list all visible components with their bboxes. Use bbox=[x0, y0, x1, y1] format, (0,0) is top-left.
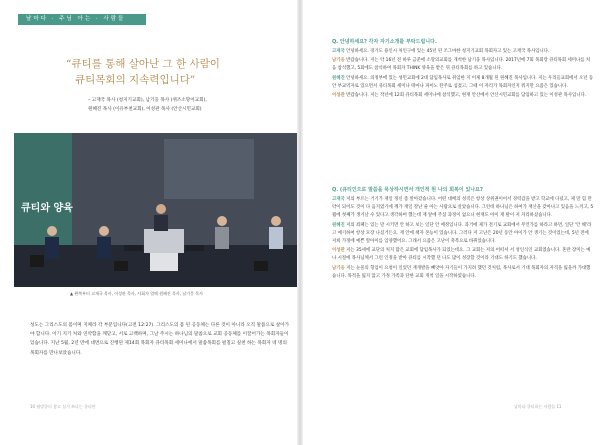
answer-speaker: 고재국 bbox=[332, 49, 345, 54]
answer-1-2 bbox=[332, 57, 594, 73]
question-2: Q. (큐티인으로 말씀을 묵상하시면서 개인적 원 나의 회복이 있나요? bbox=[332, 187, 483, 193]
answer-text: 반갑습니다. 저는 약 16년 전 하루 금준에 소망의교회를 개척한 남기웅 목사입니다. 2017년에 7회 목회랑 큐티목회 세미나를 처음 참석했고, 5회에도 참석하여 목회자 THINK 양육을 받은 뒤 큐티목회를 하고 있습니다. bbox=[332, 58, 591, 72]
pastor-list bbox=[88, 97, 288, 114]
photo-caption: ▲ 왼쪽부터 고재국 목사, 이성관 목사, 사회자 엄에 원혜진 목사, 남기웅 목사 bbox=[70, 291, 203, 296]
photo-banner-text: 큐티와 양육 bbox=[21, 203, 73, 214]
quote-line-1: “큐티를 통해 살아난 그 한 사람이 bbox=[66, 58, 220, 70]
right-page bbox=[302, 0, 600, 445]
answer-speaker: 이성관 bbox=[332, 248, 345, 254]
quote-line-2: 큐티목회의 지속력입니다” bbox=[75, 74, 196, 86]
answer-speaker: 원혜진 bbox=[332, 222, 345, 228]
qa-block-1 bbox=[332, 38, 594, 101]
answer-text: 저는 35세에 교단의 처지 많은 교회에 담임목사가 되었는데요. 그 교회는 저의 어떠셔 서 성인식인 교회였습니다. 혼란 장미는 예나 시절에 목사님께서 그런 인정을 받아 큐티를 시작했 던 나도 많이 성장할 것이라 기대도 하기도 했습니다. bbox=[332, 248, 591, 262]
answer-text: 저의 부르는 거기가 재일 정신 좀 알아갔습니다. 어떤 대배의 성직은 항상 상위권이어서 경력감을 받고 학교에 다녔고, 제 말 힘 만약이 되어도 것이 다 음지였기에 깨가 재일 잘난 줄 아는 사람으로 살았습니다. 그런데 하나님은 하여가 재산을 갖아나고 있음을 느끼고, 5월에 첫째가 생겨날 수 있다고 생각하여 했는데 재 앞에 주셨 과정이 없으니 현재도 아이 재 탈이 저 자리하셨습니다. bbox=[332, 197, 594, 219]
question-1: Q. 안녕하세요? 각자 자기소개를 부탁드립니다. bbox=[332, 39, 437, 45]
pull-quote bbox=[66, 56, 276, 88]
qa-block-2 bbox=[332, 186, 594, 282]
answer-2-3 bbox=[332, 247, 594, 263]
left-page bbox=[0, 0, 298, 445]
answer-text: 안녕하세요. 의정부에 있는 성민교회에 2대 담임목사로 취임한 지 이제 8개월 된 원혜진 목사입니다. 저는 우리들교회에서 오년 동안 부교역자로 있으면서 큐티목회 세미나 테마나 파이노 탄주로 섬겼고, 그때 이 자리가 목회자인지 뭐지만 요즘은 있습니다. bbox=[332, 75, 594, 89]
section-header: 날마다 · 주님 아는 · 사람들 bbox=[18, 14, 146, 25]
answer-speaker: 원혜진 bbox=[332, 75, 345, 81]
answer-2-4 bbox=[332, 265, 594, 281]
answer-1-1 bbox=[332, 48, 594, 56]
footer-right: 날마다 큐티하는 사람들 11 bbox=[514, 404, 562, 409]
answer-speaker: 남기웅 bbox=[332, 265, 345, 271]
seminar-photo bbox=[14, 133, 298, 287]
answer-2-2 bbox=[332, 222, 594, 247]
answer-text: 저는 눈물의 형입이 요청이 일었던 재개발을 빼앗아 자기들이 가지려 했던 것처럼, 목사로서 기대 목회자의 자격을 잃을까 가대했습니다. 목적을 잃지 않고 가정 가족과 단한 교회 개척 일을 시작하였습니다. bbox=[332, 265, 591, 279]
answer-1-3 bbox=[332, 75, 594, 91]
answer-speaker: 남기웅 bbox=[332, 58, 345, 64]
answer-text: 반갑습니다. 저는 작년에 12회 큐티목회 세미나에 참석했고, 현재 안산에서 안산시민교회를 담임하고 있는 이성관 목사입니다. bbox=[346, 93, 587, 99]
answer-text: 안녕하세요. 경기도 용인시 처인구에 있는 45년 된 조그마한 청지기교회 목회자고 있는 고재국 목사입니다. bbox=[346, 49, 550, 54]
answer-2-1 bbox=[332, 196, 594, 221]
answer-text: 저의 죄패는 있는 말 시키면 안 하고 보는 일단 안 예정입니다. 과거에 제가 전기로 교회에서 무언가를 하라고 하면, 일단 '안 해'라고 예기하여 항상 모장 나셨거든요. 재 안에 책자 본능이 있습니다. 그러다 저 고난은 20년 동안 아이가 안 생기는 것이었는데, 5년 전에 저희 가정에 예쁜 딸아이를 입양했어요. 그래서 요즘은 고난이 축복으로 바뀌었습니다. bbox=[332, 222, 592, 245]
answer-1-4 bbox=[332, 92, 594, 100]
intro-paragraph: 성도는 그리스도의 몸이며 지체라 각 부분입니다(고전 12:27). 그리스도의 몸 된 공동체는 다른 것이 아니라 오직 말씀으로 살아가야 합니다. 이기 지기 처와 연약함을 깨닫고, 서로 고백하며, 그날 주시는 하나님의 말씀으로 교회 공동체를 이끌어가는 목회자들이 있습니다. 지난 5월, 2년 만에 대면으로 진행된 제14회 목회자 큐티목회 세미나에서 말씀목회를 펼칠고 실천 하는 목회자 네 명의 목회자를 만나보았습니다. bbox=[30, 323, 290, 356]
footer-left: 10 월말큐티 참고 실거 쓰다는 큐티란 bbox=[30, 404, 96, 409]
answer-speaker: 이성관 bbox=[332, 93, 345, 99]
pastor-line-1: – 고재국 목사 (청지기교회), 남기웅 목사 (퀴즈소망이교회), bbox=[88, 98, 207, 103]
pastor-line-2: 원혜진 목사 (이유부천교회), 이성관 목사 (안산시민교회) bbox=[88, 106, 202, 112]
seminar-photo-illustration bbox=[14, 133, 298, 287]
answer-speaker: 고재국 bbox=[332, 197, 345, 202]
